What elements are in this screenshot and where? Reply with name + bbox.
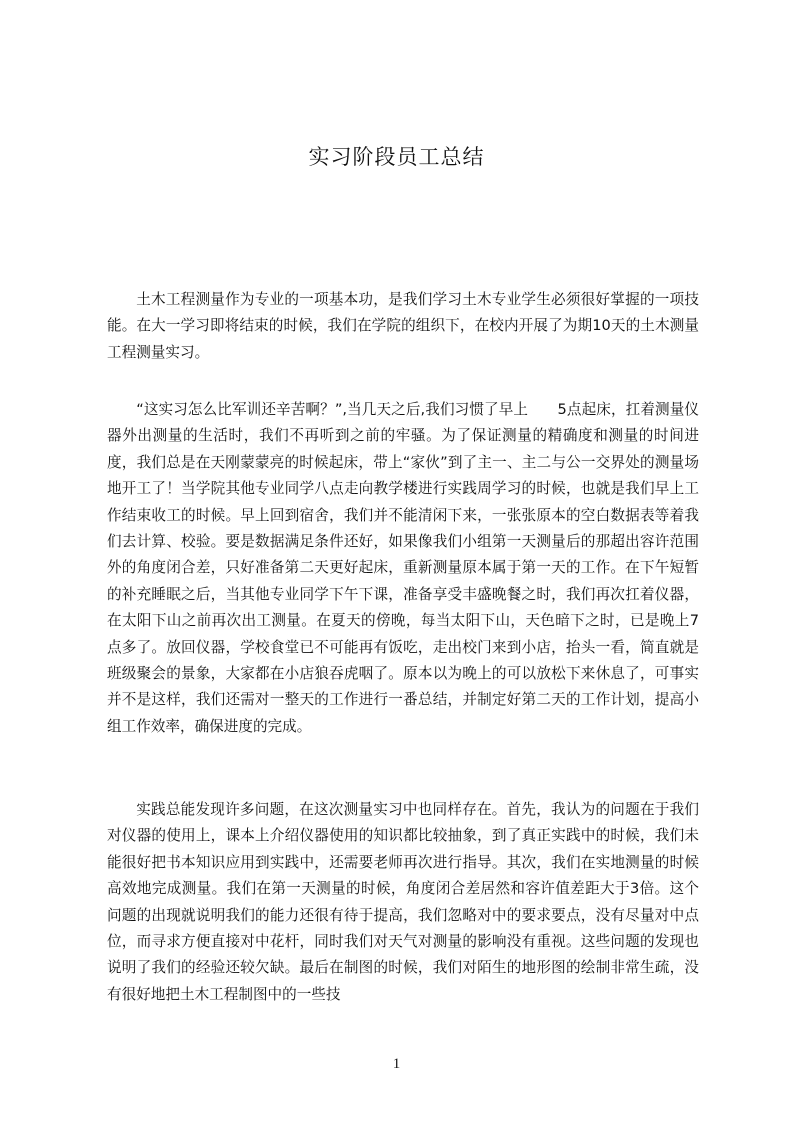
paragraph-problems: 实践总能发现许多问题，在这次测量实习中也同样存在。首先，我认为的问题在于我们对仪器的使用上，课本上介绍仪器使用的知识都比较抽象，到了真正实践中的时候，我们未能很好把书本知识应用到实践中，还需要老师再次进行指导。其次，我们在实地测量的时候高效地完成测量。我们在第一天测量的时候，角度闭合差居然和容许值差距大于3倍。这个问题的出现就说明我们的能力还很有待于提高，我们忽略对中的要求要点，没有尽量对中点位，而寻求方便直接对中花杆，同时我们对天气对测量的影响没有重视。这些问题的发现也说明了我们的经验还较欠缺。最后在制图的时候，我们对陌生的地形图的绘制非常生疏，没有很好地把土木工程制图中的一些技 [107,801,699,1003]
document-title: 实习阶段员工总结 [308,145,485,169]
page-number: 1 [392,1056,401,1072]
paragraph-daily-routine: “这实习怎么比军训还辛苦啊？”,当几天之后,我们习惯了早上 5点起床，扛着测量仪器外出测量的生活时，我们不再听到之前的牢骚。为了保证测量的精确度和测量的时间进度，我们总是在天刚蒙蒙亮的时候起床，带上“家伙”到了主一、主二与公一交界处的测量场地开工了！当学院其他专业同学八点走向教学楼进行实践周学习的时候，也就是我们早上工作结束收工的时候。早上回到宿舍，我们并不能清闲下来，一张张原本的空白数据表等着我们去计算、校验。要是数据满足条件还好，如果像我们小组第一天测量后的那超出容许范围外的角度闭合差，只好准备第二天更好起床，重新测量原本属于第一天的工作。在下午短暂的补充睡眠之后，当其他专业同学下午下课，准备享受丰盛晚餐之时，我们再次扛着仪器，在太阳下山之前再次出工测量。在夏天的傍晚，每当太阳下山，天色暗下之时，已是晚上7点多了。放回仪器，学校食堂已不可能再有饭吃，走出校门来到小店，抬头一看，简直就是班级聚会的景象，大家都在小店狼吞虎咽了。原本以为晚上的可以放松下来休息了，可事实并不是这样，我们还需对一整天的工作进行一番总结，并制定好第二天的工作计划，提高小组工作效率，确保进度的完成。 [107,401,699,735]
paragraph-intro: 土木工程测量作为专业的一项基本功，是我们学习土木专业学生必须很好掌握的一项技能。在大一学习即将结束的时候，我们在学院的组织下，在校内开展了为期10天的土木测量工程测量实习。 [107,291,699,361]
